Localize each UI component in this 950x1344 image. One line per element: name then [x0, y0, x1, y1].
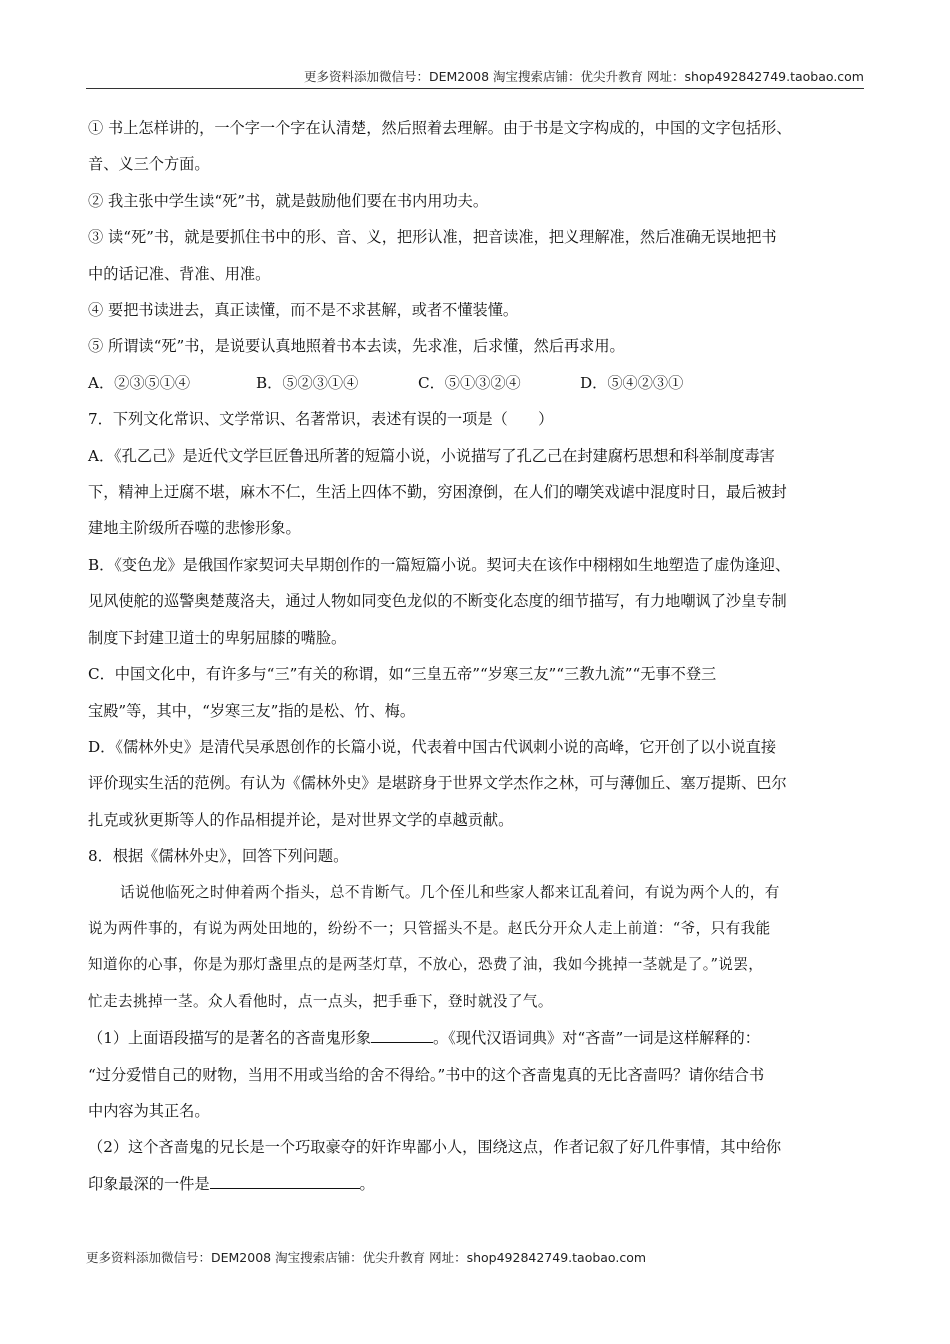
q8-sub2-text-after: 。 — [359, 1174, 375, 1193]
q8-sub1-answer-blank[interactable] — [371, 1026, 433, 1043]
q7-line-7: C．中国文化中，有许多与“三”有关的称谓，如“三皇五帝”“岁寒三友”“三教九流”“无事不登三 — [88, 665, 717, 684]
q6-line-6: ④ 要把书读进去，真正读懂，而不是不求甚解，或者不懂装懂。 — [88, 301, 519, 320]
q7-line-2: 下，精神上迂腐不堪，麻木不仁，生活上四体不勤，穷困潦倒，在人们的嘲笑戏谑中混度时日，最后被封 — [88, 483, 787, 502]
q6-option-b[interactable]: B．⑤②③①④ — [256, 373, 359, 392]
q6-line-4: ③ 读“死”书，就是要抓住书中的形、音、义，把形认准，把音读准，把义理解准，然后准确无误地把书 — [88, 228, 777, 247]
q7-line-11: 扎克或狄更斯等人的作品相提并论，是对世界文学的卓越贡献。 — [88, 810, 514, 829]
q8-passage-line-2: 说为两件事的，有说为两处田地的，纷纷不一；只管摇头不是。赵氏分开众人走上前道：“爷，只有我能 — [88, 919, 771, 937]
q7-line-8: 宝殿”等，其中，“岁寒三友”指的是松、竹、梅。 — [88, 701, 416, 720]
q6-option-a[interactable]: A．②③⑤①④ — [88, 373, 191, 392]
q7-line-9: D．《儒林外史》是清代吴承恩创作的长篇小说，代表着中国古代讽刺小说的高峰，它开创了以小说直接 — [88, 737, 777, 756]
page-content — [88, 110, 864, 1202]
q8-passage-line-4: 忙走去挑掉一茎。众人看他时，点一点头，把手垂下，登时就没了气。 — [88, 992, 553, 1010]
q6-line-1: ① 书上怎样讲的，一个字一个字在认清楚，然后照着去理解。由于书是文字构成的，中国的文字包括形、 — [88, 119, 792, 137]
q8-sub1-line-1 — [88, 1020, 864, 1056]
q6-line-7: ⑤ 所谓读“死”书，是说要认真地照着书本去读，先求准，后求懂，然后再求用。 — [88, 337, 625, 356]
q8-sub2-text-before: 印象最深的一件是 — [88, 1174, 210, 1193]
q8-sub1-line-3: 中内容为其正名。 — [88, 1101, 210, 1120]
q8-sub1-text-after: 。《现代汉语词典》对“吝啬”一词是这样解释的： — [433, 1029, 760, 1048]
q8-sub1-text-before: （1）上面语段描写的是著名的吝啬鬼形象 — [88, 1029, 372, 1048]
q7-line-5: 见风使舵的巡警奥楚蔑洛夫，通过人物如同变色龙似的不断变化态度的细节描写，有力地嘲讽了沙皇专制 — [88, 592, 787, 611]
q8-sub1-line-2: “过分爱惜自己的财物，当用不用或当给的舍不得给。”书中的这个吝啬鬼真的无比吝啬吗？请你结合书 — [88, 1065, 765, 1084]
page-footer: 更多资料添加微信号：DEM2008 淘宝搜索店铺：优尖升教育 网址：shop492842749.taobao.com — [86, 1250, 647, 1265]
q8-sub2-answer-blank[interactable] — [210, 1172, 360, 1189]
q6-option-c[interactable]: C．⑤①③②④ — [418, 373, 521, 392]
q8-stem: 8．根据《儒林外史》，回答下列问题。 — [88, 847, 349, 866]
q6-line-5: 中的话记准、背准、用准。 — [88, 264, 271, 283]
q7-line-6: 制度下封建卫道士的卑躬屈膝的嘴脸。 — [88, 628, 347, 647]
q8-passage-line-1: 话说他临死之时伸着两个指头，总不肯断气。几个侄儿和些家人都来讧乱着问，有说为两个人的，有 — [120, 883, 780, 901]
page-header: 更多资料添加微信号：DEM2008 淘宝搜索店铺：优尖升教育 网址：shop492842749.taobao.com — [86, 68, 864, 89]
q8-sub2-line-1: （2）这个吝啬鬼的兄长是一个巧取豪夺的奸诈卑鄙小人，围绕这点，作者记叙了好几件事情，其中给你 — [88, 1138, 782, 1157]
q8-passage-line-3: 知道你的心事，你是为那灯盏里点的是两茎灯草，不放心，恐费了油，我如今挑掉一茎就是了。”说罢， — [88, 956, 764, 974]
q7-line-10: 评价现实生活的范例。有认为《儒林外史》是堪跻身于世界文学杰作之林，可与薄伽丘、塞万提斯、巴尔 — [88, 774, 787, 793]
q7-line-4: B．《变色龙》是俄国作家契诃夫早期创作的一篇短篇小说。契诃夫在该作中栩栩如生地塑造了虚伪逢迎、 — [88, 555, 791, 574]
q6-option-d[interactable]: D．⑤④②③① — [580, 373, 684, 392]
q7-line-3: 建地主阶级所吞噬的悲惨形象。 — [88, 519, 301, 538]
q7-stem: 7．下列文化常识、文学常识、名著常识，表述有误的一项是（ ） — [88, 410, 554, 429]
q6-line-3: ② 我主张中学生读“死”书，就是鼓励他们要在书内用功夫。 — [88, 191, 489, 210]
q6-options — [88, 365, 864, 401]
q8-sub2-line-2 — [88, 1166, 864, 1202]
q6-line-2: 音、义三个方面。 — [88, 155, 210, 174]
q7-line-1: A．《孔乙己》是近代文学巨匠鲁迅所著的短篇小说，小说描写了孔乙己在封建腐朽思想和科举制度毒害 — [88, 446, 775, 465]
